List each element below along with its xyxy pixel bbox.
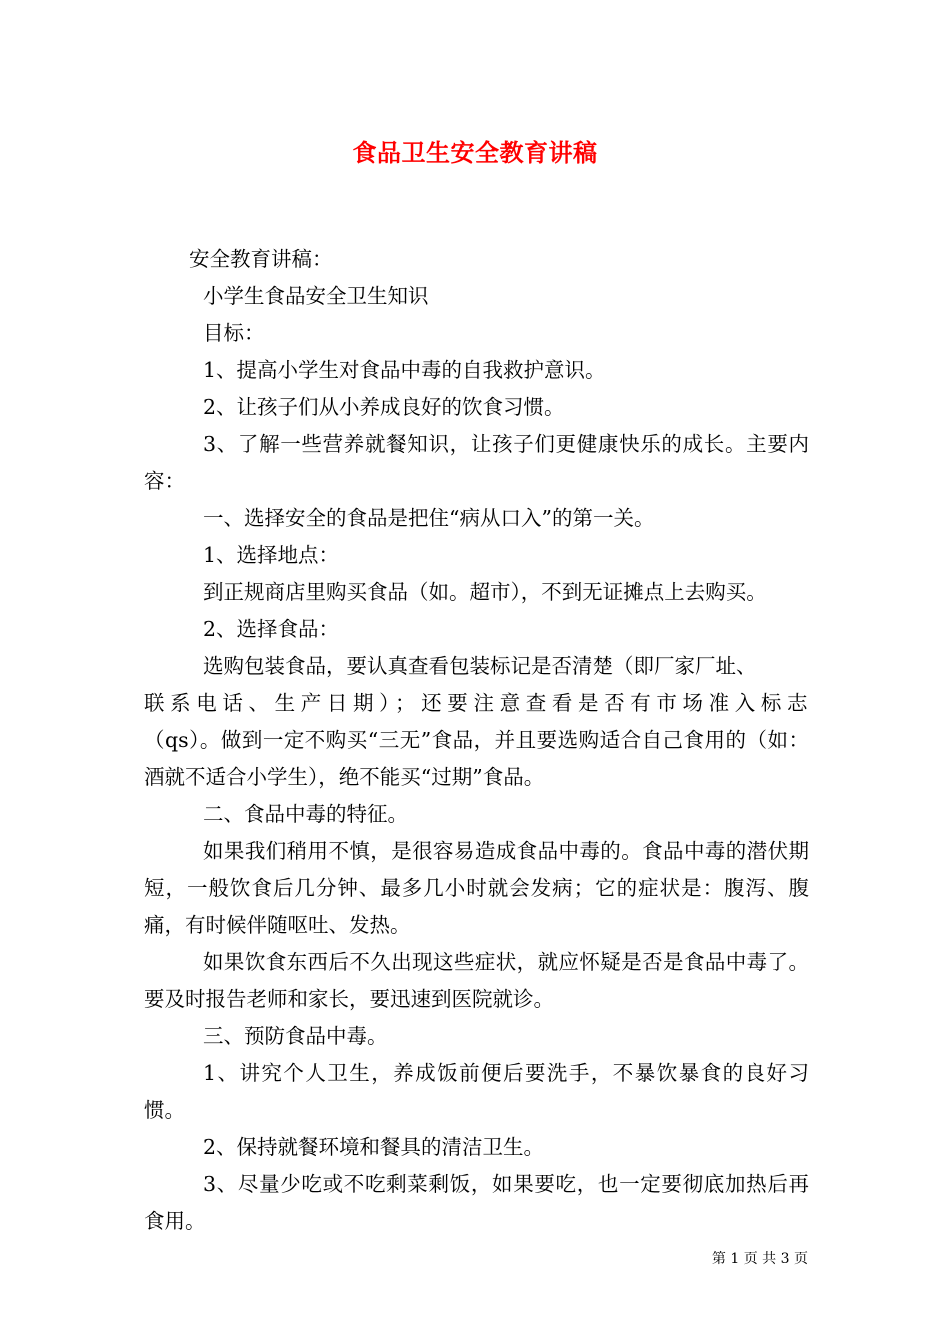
paragraph: 2、选择食品： [203, 617, 340, 641]
paragraph: 3、尽量少吃或不吃剩菜剩饭，如果要吃，也一定要彻底加热后再食用。 [144, 1172, 809, 1233]
paragraph: 到正规商店里购买食品（如。超市），不到无证摊点上去购买。 [203, 580, 767, 604]
paragraph: 联系电话、生产日期）；还要注意查看是否有市场准入标志 [144, 691, 809, 715]
paragraph: 3、了解一些营养就餐知识，让孩子们更健康快乐的成长。主要内容： [144, 432, 809, 493]
paragraph: 安全教育讲稿： [189, 247, 333, 271]
paragraph: 如果我们稍用不慎，是很容易造成食品中毒的。食品中毒的潜伏期短，一般饮食后几分钟、最多几小时就会发病；它的症状是：腹泻、腹痛，有时候伴随呕吐、发热。 [144, 839, 809, 937]
page-number: 第 1 页 共 3 页 [711, 1251, 808, 1267]
paragraph: 选购包装食品，要认真查看包装标记是否清楚（即厂家厂址、 [203, 654, 757, 678]
paragraph: 2、让孩子们从小养成良好的饮食习惯。 [203, 395, 565, 419]
paragraph: 1、讲究个人卫生，养成饭前便后要洗手，不暴饮暴食的良好习惯。 [144, 1061, 809, 1122]
paragraph: 一、选择安全的食品是把住“病从口入”的第一关。 [203, 506, 655, 530]
document-title: 食品卫生安全教育讲稿 [352, 138, 598, 167]
paragraph: 二、食品中毒的特征。 [203, 802, 408, 826]
paragraph: 1、选择地点： [203, 543, 340, 567]
paragraph: 2、保持就餐环境和餐具的清洁卫生。 [203, 1135, 545, 1159]
paragraph: 1、提高小学生对食品中毒的自我救护意识。 [203, 358, 606, 382]
paragraph: 三、预防食品中毒。 [203, 1024, 388, 1048]
paragraph: 目标： [203, 321, 265, 345]
paragraph: （qs）。做到一定不购买“三无”食品，并且要选购适合自己食用的（如：酒就不适合小学生），绝不能买“过期”食品。 [144, 728, 809, 789]
paragraph: 小学生食品安全卫生知识 [203, 284, 429, 308]
paragraph: 如果饮食东西后不久出现这些症状，就应怀疑是否是食品中毒了。要及时报告老师和家长，要迅速到医院就诊。 [144, 950, 809, 1011]
document-body [144, 241, 809, 1240]
